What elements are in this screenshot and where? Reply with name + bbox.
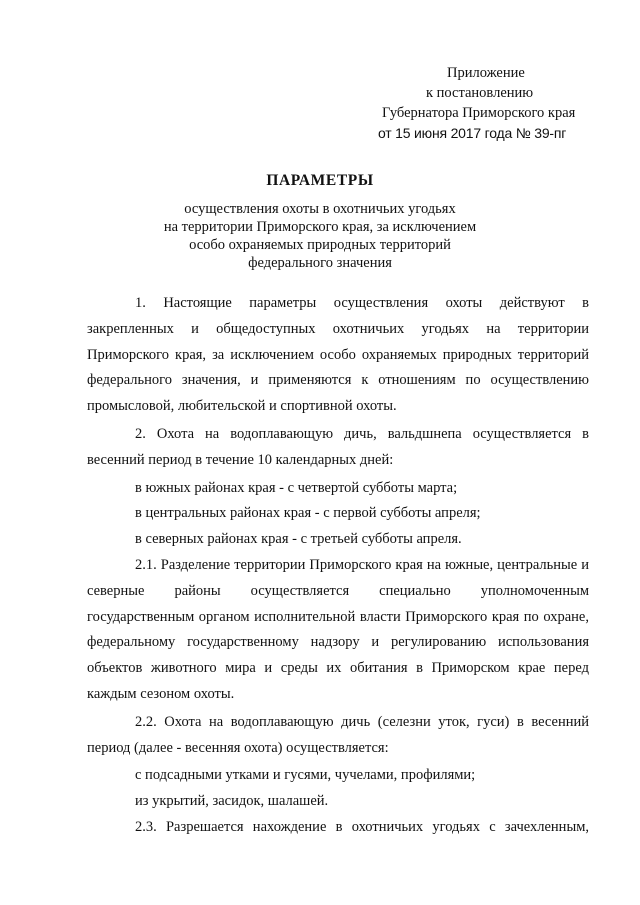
paragraph-2: 2. Охота на водоплавающую дичь, вальдшнепа осуществляется в весенний период в течение 10 календарных дней:: [87, 425, 589, 468]
subtitle-line: осуществления охоты в охотничьих угодьях: [184, 201, 456, 217]
list-item: в южных районах края - с четвертой субботы марта;: [135, 479, 458, 496]
subtitle-line: особо охраняемых природных территорий: [189, 237, 451, 253]
paragraph-2-3: 2.3. Разрешается нахождение в охотничьих угодьях с зачехленным,: [135, 818, 589, 835]
paragraph-2-1: 2.1. Разделение территории Приморского края на южные, центральные и северные районы осуществляется специально уполномоченным государственным органом исполнительной власти Приморского края по охране, федеральному государственному надзору и регулированию использования объектов животного мира и среды их обитания в Приморском крае перед каждым сезоном охоты.: [87, 556, 589, 702]
appendix-decree-ref: к постановлению: [426, 85, 534, 101]
paragraph-1: 1. Настоящие параметры осуществления охоты действуют в закрепленных и общедоступных охотничьих угодьях на территории Приморского края, за исключением особо охраняемых природных территорий федерального значения, и применяются к отношениям по осуществлению промысловой, любительской и спортивной охоты.: [87, 295, 589, 415]
list-item: из укрытий, засидок, шалашей.: [135, 793, 329, 810]
list-item: в центральных районах края - с первой субботы апреля;: [135, 505, 481, 522]
subtitle-line: на территории Приморского края, за исключением: [163, 219, 477, 235]
paragraph-2-2: 2.2. Охота на водоплавающую дичь (селезни уток, гуси) в весенний период (далее - весенняя охота) осуществляется:: [87, 713, 589, 756]
subtitle-line: федерального значения: [248, 255, 392, 271]
document-title: ПАРАМЕТРЫ: [266, 172, 374, 189]
list-item: в северных районах края - с третьей субботы апреля.: [135, 531, 462, 548]
list-item: с подсадными утками и гусями, чучелами, профилями;: [135, 767, 476, 784]
appendix-date-number: от 15 июня 2017 года № 39-пг: [378, 125, 567, 141]
document-body: [87, 291, 589, 843]
document-subtitle: [0, 200, 640, 272]
appendix-header: [378, 63, 598, 143]
appendix-authority: Губернатора Приморского края: [382, 105, 576, 121]
appendix-label: Приложение: [447, 65, 525, 81]
